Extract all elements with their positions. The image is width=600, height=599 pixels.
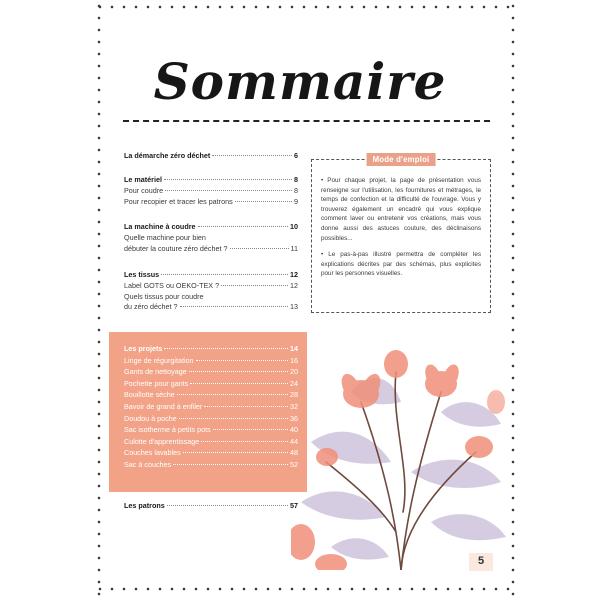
toc-entry[interactable] [124,222,298,233]
page-title: Sommaire [153,52,447,111]
toc-entry[interactable] [124,302,298,313]
toc-label: Pour coudre [124,185,164,195]
toc-label: Le matériel [124,175,162,184]
toc-entry[interactable] [124,233,298,244]
toc-label: Pochette pour gants [124,378,189,388]
toc-section-demarche [124,151,298,162]
toc-label: Quels tissus pour coudre [124,291,204,301]
toc-label: Quelle machine pour bien [124,232,206,242]
floral-watercolor-illustration [291,332,515,570]
mode-emploi-box [311,155,491,313]
toc-entry[interactable] [124,270,298,281]
toc-label: Bouillotte sèche [124,390,175,400]
toc-leader [164,348,288,349]
toc-leader [213,429,288,430]
toc-label: Les projets [124,344,163,353]
toc-page: 44 [290,436,298,446]
toc-entry[interactable] [124,244,298,255]
bottom-dot-border [94,582,518,596]
toc-entry[interactable] [124,366,298,378]
toc-label: Linge de régurgitation [124,355,194,365]
toc-entry[interactable] [124,459,298,471]
toc-leader [198,226,289,227]
toc-label: Les patrons [124,501,165,510]
toc-section-machine [124,222,298,254]
toc-page: 13 [290,302,298,312]
toc-page: 20 [290,367,298,377]
toc-entry[interactable] [124,447,298,459]
toc-entry[interactable] [124,292,298,303]
toc-page: 28 [290,390,298,400]
toc-leader [196,360,288,361]
toc-label: Label GOTS ou OEKO-TEX ? [124,280,220,290]
toc-leader [230,248,289,249]
toc-page: 57 [290,501,298,510]
toc-page: 8 [294,175,298,184]
toc-leader [173,464,288,465]
toc-entry[interactable] [124,151,298,162]
toc-label: du zéro déchet ? [124,302,178,312]
toc-section-materiel [124,175,298,207]
toc-page: 48 [290,448,298,458]
toc-leader [164,179,292,180]
toc-label: Les tissus [124,270,160,279]
toc-entry[interactable] [124,436,298,448]
toc-page: 40 [290,425,298,435]
toc-page: 36 [290,413,298,423]
toc-leader [212,155,292,156]
toc-page: 9 [294,196,298,206]
toc-label: Sac isotherme à petits pots [124,425,211,435]
toc-label: débuter la couture zéro déchet ? [124,243,228,253]
toc-entry[interactable] [124,343,298,355]
page-number: 5 [477,555,485,567]
toc-page: 16 [290,355,298,365]
toc-label: Culotte d'apprentissage [124,436,200,446]
toc-page: 52 [290,459,298,469]
toc-page: 12 [290,270,298,279]
toc-section-tissus [124,270,298,313]
toc-leader [167,505,288,506]
toc-entry[interactable] [124,401,298,413]
toc-label: Bavoir de grand à enfiler [124,401,203,411]
toc-entry[interactable] [124,197,298,208]
toc-page: 14 [290,344,298,353]
toc-entry[interactable] [124,186,298,197]
toc-label: La démarche zéro déchet [124,151,211,160]
toc-entry[interactable] [124,501,298,512]
toc-entry[interactable] [124,389,298,401]
toc-entry[interactable] [124,424,298,436]
toc-page: 32 [290,401,298,411]
toc-page: 24 [290,378,298,388]
toc-label: Sac à couches [124,459,172,469]
toc-leader [180,306,288,307]
toc-label: Gants de nettoyage [124,367,187,377]
toc-entry[interactable] [124,413,298,425]
mode-emploi-paragraph-1: • Pour chaque projet, la page de présentation vous renseigne sur l'utilisation, les fournitures et métrages, le temps de confection et la difficulté de l'ouvrage. Vous y trouverez également un encadré qui vous explique comment laver ou entretenir vos créations, mais vous donne aussi des astuces couture, des déclinaisons possibles... [321,177,481,242]
mode-emploi-label: Mode d'emploi [367,153,436,166]
toc-entry[interactable] [124,378,298,390]
toc-leader [235,201,292,202]
toc-leader [165,190,292,191]
toc-entry[interactable] [124,175,298,186]
title-underline [123,120,490,122]
top-dot-border [94,0,518,14]
toc-page: 8 [294,185,298,195]
toc-page: 11 [290,243,298,253]
toc-leader [177,394,288,395]
toc-section-projets [124,343,298,471]
toc-label: La machine à coudre [124,222,196,231]
toc-page: 12 [290,280,298,290]
toc-leader [179,418,288,419]
toc-page: 6 [294,151,298,160]
toc-page: 10 [290,222,298,231]
toc-label: Couches lavables [124,448,181,458]
toc-leader [189,371,288,372]
mode-emploi-paragraph-2: • Le pas-à-pas illustré permettra de compléter les explications décrites par des schémas, plus explicites pour les personnes visuelles. [321,251,481,278]
toc-label: Pour recopier et tracer les patrons [124,196,233,206]
toc-leader [201,441,288,442]
toc-entry[interactable] [124,281,298,292]
toc-entry[interactable] [124,355,298,367]
toc-leader [204,406,288,407]
toc-leader [190,383,288,384]
toc-leader [161,274,288,275]
toc-section-patrons [124,501,298,512]
toc-label: Doudou à poche [124,413,177,423]
toc-leader [221,285,288,286]
toc-leader [183,452,288,453]
